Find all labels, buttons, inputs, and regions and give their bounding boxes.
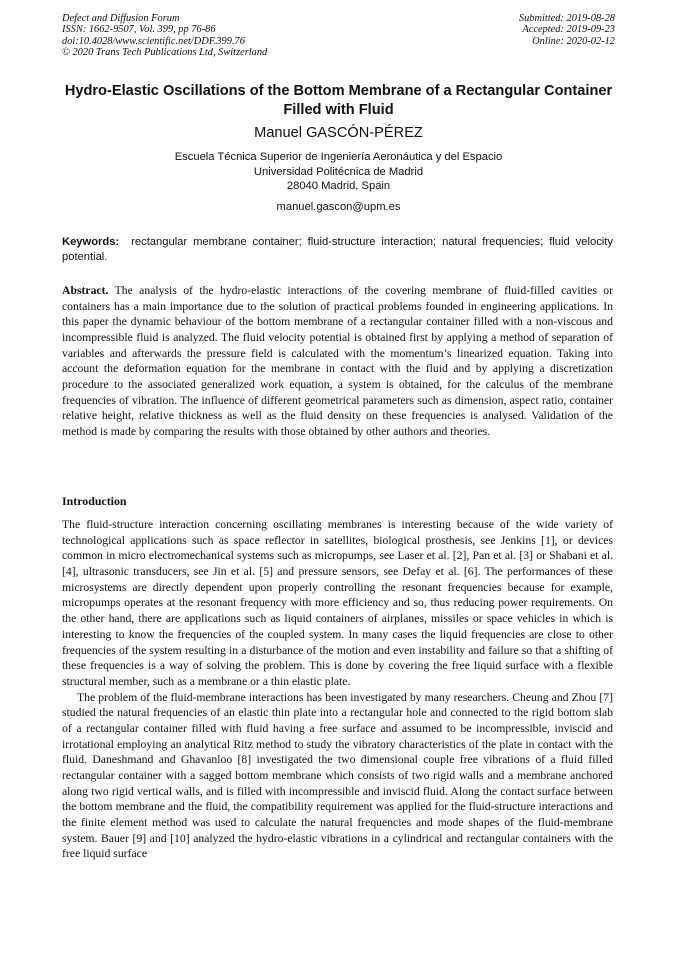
submitted-date: Submitted: 2019-08-28 (518, 13, 615, 24)
doi-line: doi:10.4028/www.scientific.net/DDF.399.76 (62, 35, 245, 47)
keywords-section (62, 235, 613, 266)
author-name: Manuel GASCÓN-PÉREZ (254, 125, 423, 141)
paper-title: Hydro-Elastic Oscillations of the Bottom Membrane of a Rectangular Container Filled with Fluid (64, 83, 613, 118)
abstract-label: Abstract. (62, 284, 109, 297)
journal-info (62, 13, 267, 58)
affiliation (62, 150, 615, 194)
publication-dates (519, 13, 615, 47)
introduction-body (62, 517, 613, 862)
introduction-heading: Introduction (62, 494, 127, 508)
affiliation-line-3: 28040 Madrid, Spain (286, 180, 391, 192)
introduction-paragraph-1: The fluid-structure interaction concerning oscillating membranes is interesting because of the wide variety of technological applications such as space reflector in satellites, biological prosthesis, see Jenkins [1], or devices common in micro electromechanical systems such as micropumps, see Laser et al. [2], Pan et al. [3] or Shabani et al. [4], ultrasonic transducers, see Jin et al. [5] and pressure sensors, see Defay et al. [6]. The performances of these microsystems are directly dependent upon properly controlling the resonant frequencies because for example, micropumps operates at the resonant frequency with more efficiency and so, thus reducing power requirements. On the other hand, there are applications such as liquid containers of airplanes, missiles or space vehicles in which is interesting to know the frequencies of the coupled system. In many cases the liquid frequencies are close to other frequencies of the system resulting in a disturbance of the motion and even instability and failure so that a shifting of these frequencies is a way of solving the problem. This is done by covering the free liquid surface with a flexible structural member, such as a membrane or a thin elastic plate. (62, 518, 613, 688)
keywords-label: Keywords: (62, 236, 120, 248)
abstract-text: The analysis of the hydro-elastic interactions of the covering membrane of fluid-filled cavities or containers has a main importance due to the solution of practical problems founded in engineering applications. In this paper the dynamic behaviour of the bottom membrane of a rectangular container filled with a non-viscous and incompressible fluid is analyzed. The fluid velocity potential is obtained first by applying a method of separation of variables and afterwards the pressure field is calculated with the momentum’s linearized equation. Taking into account the deformation equation for the membrane in contact with the fluid and by applying a discretization procedure to the associated generalized work equation, a system is obtained, for the calculus of the membrane frequencies of vibration. The influence of different geometrical parameters such as dimension, aspect ratio, container relative height, relative thickness as well as the fluid density on these frequencies is analysed. Validation of the method is made by comparing the results with those obtained by other authors and theories. (62, 284, 613, 438)
copyright-line: © 2020 Trans Tech Publications Ltd, Switzerland (62, 46, 268, 58)
author-email: manuel.gascon@upm.es (276, 201, 401, 213)
keywords-text: rectangular membrane container; fluid-structure interaction; natural frequencies; fluid velocity potential. (62, 236, 613, 264)
online-date: Online: 2020-02-12 (532, 35, 615, 47)
affiliation-line-2: Universidad Politécnica de Madrid (253, 165, 424, 178)
abstract-section (62, 283, 613, 440)
accepted-date: Accepted: 2019-09-23 (522, 24, 615, 36)
introduction-paragraph-2: The problem of the fluid-membrane interactions has been investigated by many researchers. Cheung and Zhou [7] studied the natural frequencies of an elastic thin plate into a rectangular hole and connected to the rigid bottom slab of a rectangular container filled with fluid having a free surface and assumed to be incompressible, inviscid and irrotational employing an analytical Ritz method to study the vibratory characteristics of the plate in contact with the fluid. Daneshmand and Ghavanloo [8] investigated the two dimensional couple free vibrations of a fluid filled rectangular container with a sagged bottom membrane which consists of two rigid walls and a membrane anchored along two rigid vertical walls, and is filled with incompressible and inviscid fluid. Along the contact surface between the bottom membrane and the fluid, the compatibility requirement was applied for the fluid-structure interactions and the finite element method was used to calculate the natural frequencies and mode shapes of the fluid-membrane system. Bauer [9] and [10] analyzed the hydro-elastic vibrations in a cylindrical and rectangular containers with the free liquid surface (62, 690, 613, 861)
affiliation-line-1: Escuela Técnica Superior de Ingeniería Aeronáutica y del Espacio (174, 151, 503, 163)
journal-name: Defect and Diffusion Forum (62, 13, 180, 24)
issn-line: ISSN: 1662-9507, Vol. 399, pp 76-86 (62, 24, 216, 36)
